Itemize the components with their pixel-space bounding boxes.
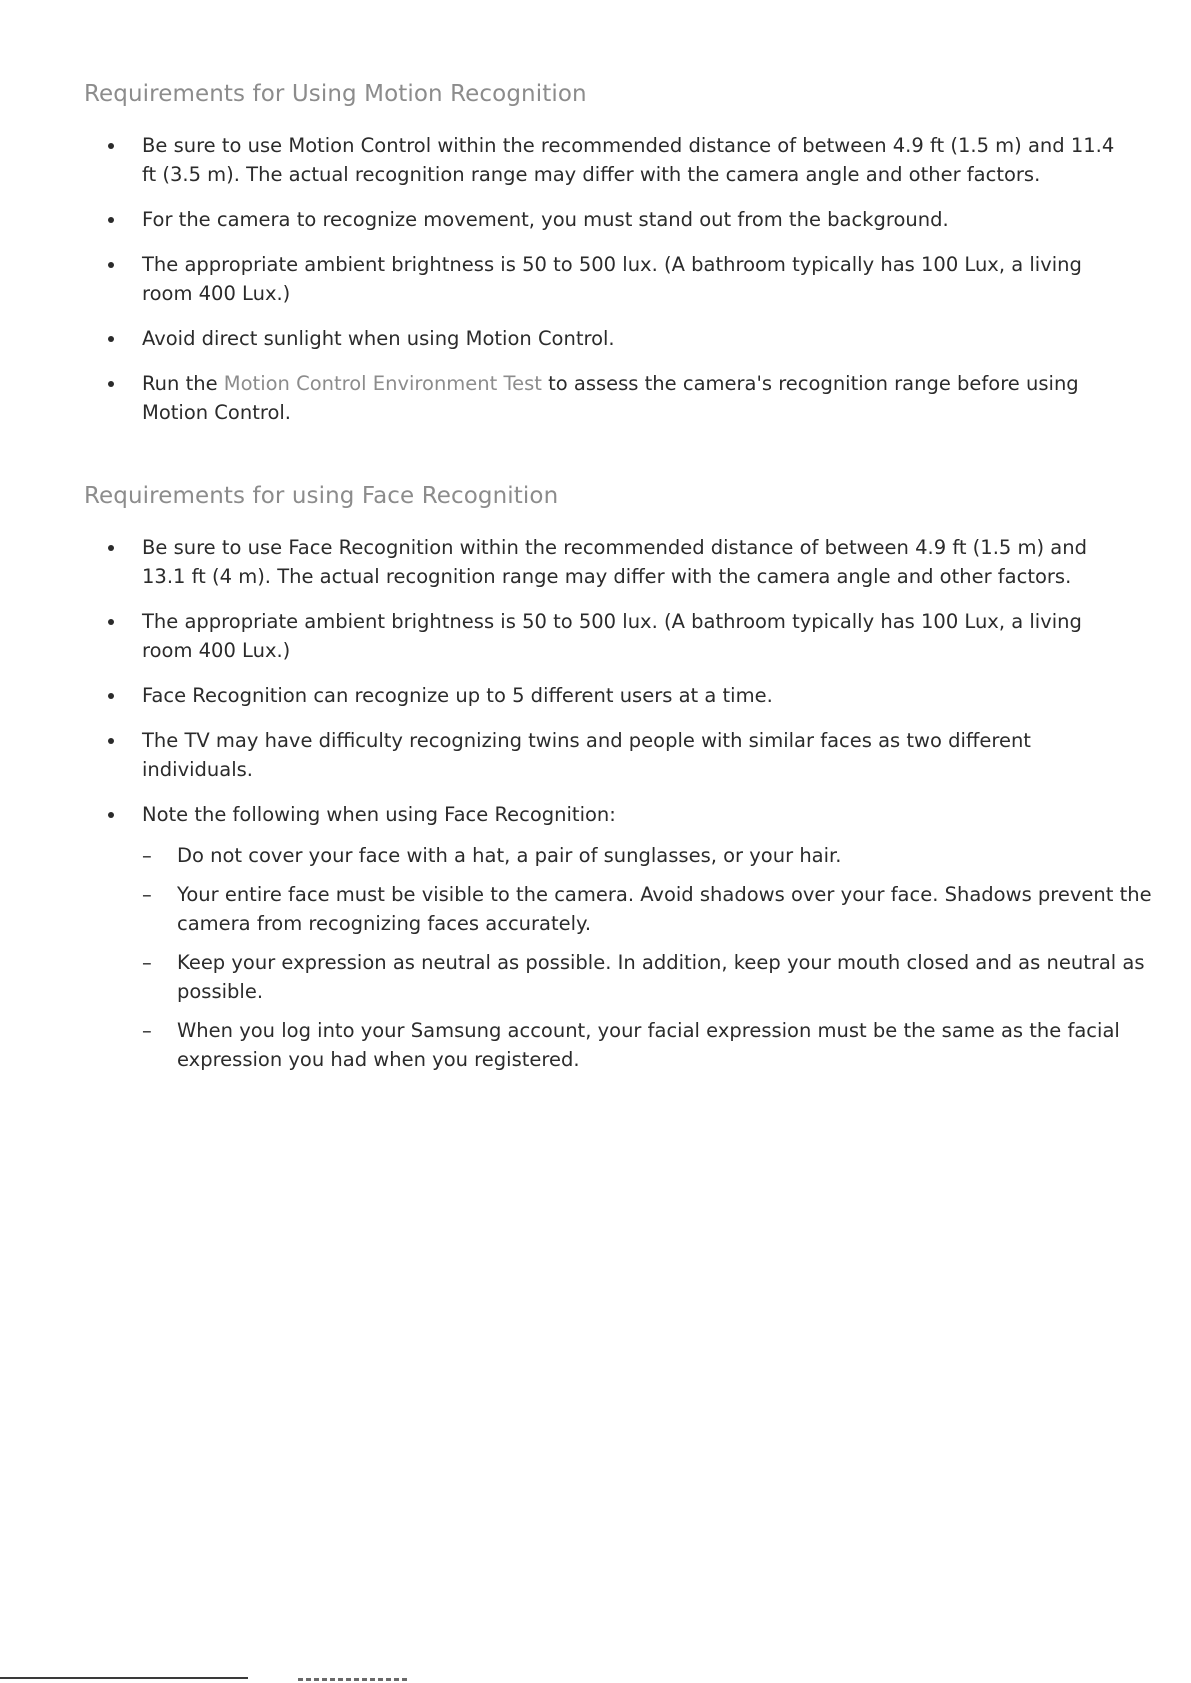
bullet-dot bbox=[108, 262, 114, 268]
sub-list-item bbox=[142, 841, 1157, 870]
dash-marker: – bbox=[142, 1019, 152, 1042]
bullet-dot bbox=[108, 217, 114, 223]
face-requirements-list bbox=[0, 533, 1191, 1090]
list-item bbox=[0, 250, 1122, 308]
bullet-text: Note the following when using Face Recognition: bbox=[142, 803, 616, 826]
list-item bbox=[0, 369, 1122, 427]
sub-item-text: Do not cover your face with a hat, a pair of sunglasses, or your hair. bbox=[177, 844, 842, 867]
bullet-dot bbox=[108, 812, 114, 818]
bullet-text: Be sure to use Motion Control within the recommended distance of between 4.9 ft (1.5 m) and 11.4 ft (3.5 m). The actual recognition range may differ with the camera angle and other factors. bbox=[142, 134, 1115, 186]
bullet-text: The TV may have difficulty recognizing twins and people with similar faces as two different individuals. bbox=[142, 729, 1031, 781]
motion-requirements-list bbox=[0, 131, 1191, 443]
bullet-text-before: Run the bbox=[142, 372, 224, 395]
sub-list-item bbox=[142, 880, 1157, 938]
sub-list-item bbox=[142, 1016, 1157, 1074]
dash-marker: – bbox=[142, 951, 152, 974]
face-recognition-notes bbox=[142, 841, 1152, 1074]
bullet-dot bbox=[108, 143, 114, 149]
bullet-dot bbox=[108, 336, 114, 342]
list-item bbox=[0, 800, 1152, 1074]
bullet-dot bbox=[108, 545, 114, 551]
sub-item-text: Keep your expression as neutral as possible. In addition, keep your mouth closed and as neutral as possible. bbox=[177, 951, 1145, 1003]
list-item bbox=[0, 131, 1122, 189]
sub-list-item bbox=[142, 948, 1157, 1006]
list-item bbox=[0, 726, 1122, 784]
bullet-text: Avoid direct sunlight when using Motion Control. bbox=[142, 327, 615, 350]
bullet-dot bbox=[108, 381, 114, 387]
environment-test-link[interactable]: Motion Control Environment Test bbox=[223, 372, 542, 395]
sub-item-text: Your entire face must be visible to the camera. Avoid shadows over your face. Shadows prevent the camera from recognizing faces accurately. bbox=[177, 883, 1152, 935]
footer-rule bbox=[0, 1677, 248, 1679]
list-item bbox=[0, 681, 1122, 710]
list-item bbox=[0, 607, 1122, 665]
bullet-dot bbox=[108, 693, 114, 699]
bullet-text: Face Recognition can recognize up to 5 different users at a time. bbox=[142, 684, 773, 707]
list-item bbox=[0, 533, 1122, 591]
bullet-text-after: to assess the camera's recognition range before using Motion Control. bbox=[142, 372, 1079, 424]
dash-marker: – bbox=[142, 844, 152, 867]
bullet-dot bbox=[108, 619, 114, 625]
list-item bbox=[0, 205, 1122, 234]
sub-item-text: When you log into your Samsung account, your facial expression must be the same as the facial expression you had when you registered. bbox=[177, 1019, 1120, 1071]
bullet-text: The appropriate ambient brightness is 50 to 500 lux. (A bathroom typically has 100 Lux, a living room 400 Lux.) bbox=[142, 610, 1082, 662]
bullet-text: For the camera to recognize movement, you must stand out from the background. bbox=[142, 208, 949, 231]
bullet-text: Be sure to use Face Recognition within the recommended distance of between 4.9 ft (1.5 m) and 13.1 ft (4 m). The actual recognition range may differ with the camera angle and other factors. bbox=[142, 536, 1087, 588]
section-heading-motion: Requirements for Using Motion Recognition bbox=[84, 81, 587, 107]
footer-scan-mark bbox=[298, 1678, 408, 1681]
list-item bbox=[0, 324, 1122, 353]
section-heading-face: Requirements for using Face Recognition bbox=[84, 483, 559, 509]
bullet-dot bbox=[108, 738, 114, 744]
dash-marker: – bbox=[142, 883, 152, 906]
bullet-text: The appropriate ambient brightness is 50 to 500 lux. (A bathroom typically has 100 Lux, a living room 400 Lux.) bbox=[142, 253, 1082, 305]
